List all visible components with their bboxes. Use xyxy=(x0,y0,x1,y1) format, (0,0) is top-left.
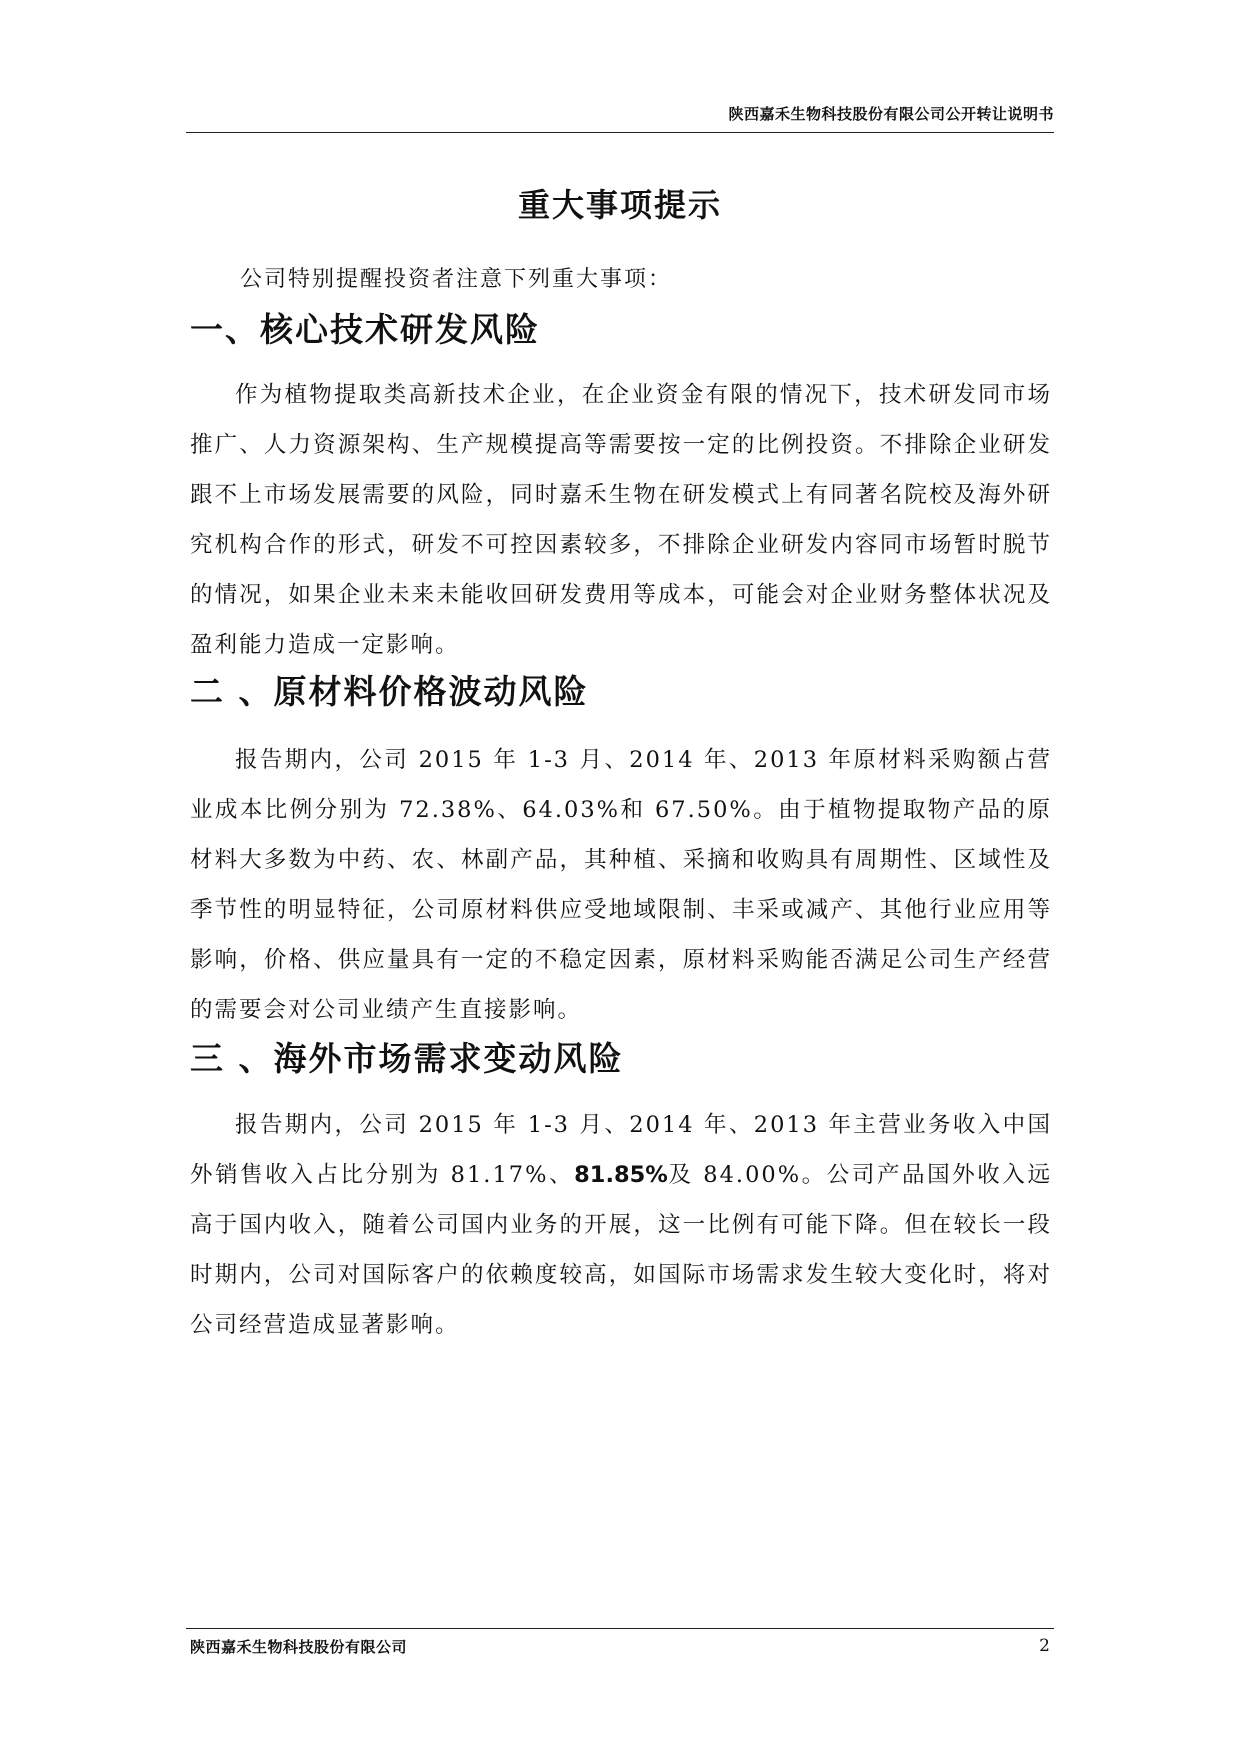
intro-text: 公司特别提醒投资者注意下列重大事项： xyxy=(240,267,673,292)
section-heading-1: 一、核心技术研发风险 xyxy=(190,310,540,349)
section-heading-3: 三 、海外市场需求变动风险 xyxy=(190,1039,624,1078)
footer-company: 陕西嘉禾生物科技股份有限公司 xyxy=(190,1638,408,1656)
page-number: 2 xyxy=(1039,1636,1050,1656)
section-paragraph-2: 报告期内，公司 2015 年 1-3 月、2014 年、2013 年原材料采购额占营业成本比例分别为 72.38%、64.03%和 67.50%。由于植物提取物产品的原材料大多数为中药、农、林副产品，其种植、采摘和收购具有周期性、区域性及季节性的明显特征，公司原材料供应受地域限制、丰采或减产、其他行业应用等影响，价格、供应量具有一定的不稳定因素，原材料采购能否满足公司生产经营的需要会对公司业绩产生直接影响。 xyxy=(190,747,1052,1023)
bold-percentage: 81.85% xyxy=(574,1162,668,1188)
section-heading-2: 二 、原材料价格波动风险 xyxy=(190,672,589,711)
section-paragraph-1: 作为植物提取类高新技术企业，在企业资金有限的情况下，技术研发同市场推广、人力资源架构、生产规模提高等需要按一定的比例投资。不排除企业研发跟不上市场发展需要的风险，同时嘉禾生物在研发模式上有同著名院校及海外研究机构合作的形式，研发不可控因素较多，不排除企业研发内容同市场暂时脱节的情况，如果企业未来未能收回研发费用等成本，可能会对企业财务整体状况及盈利能力造成一定影响。 xyxy=(190,382,1052,658)
running-header: 陕西嘉禾生物科技股份有限公司公开转让说明书 xyxy=(728,105,1054,123)
header-rule xyxy=(186,132,1054,133)
page-title: 重大事项提示 xyxy=(517,186,722,224)
section-paragraph-3 xyxy=(190,1100,1052,1350)
paragraph-text-part: 及 84.00%。公司产品国外收入远高于国内收入，随着公司国内业务的开展，这一比例有可能下降。但在较长一段时期内，公司对国际客户的依赖度较高，如国际市场需求发生较大变化时，将对公司经营造成显著影响。 xyxy=(190,1162,1052,1338)
footer-rule xyxy=(186,1628,1054,1629)
paragraph-text-part: 报告期内，公司 2015 年 1-3 月、2014 年、2013 年主营业务收入中国外销售收入占比分别为 81.17%、 xyxy=(190,1112,1052,1188)
